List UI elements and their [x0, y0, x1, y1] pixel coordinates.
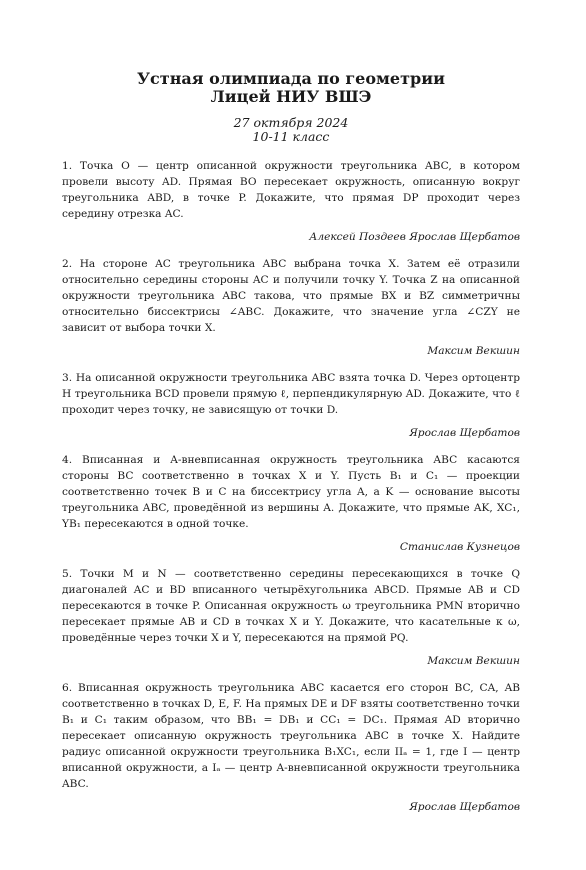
problem-2: 2. На стороне AC треугольника ABC выбрана точка X. Затем её отразили относительно середины стороны AC и получили точку Y. Точка Z на описанной окружности треугольника ABC такова, что прямые BX и BZ симметричны относительно биссектрисы ∠ABC. Докажите, что значение угла ∠CZY не зависит от выбора точки X. [62, 258, 520, 334]
problem-2-author: Максим Векшин [427, 345, 520, 357]
page-title [62, 70, 520, 106]
problem-6: 6. Вписанная окружность треугольника ABC касается его сторон BC, CA, AB соответственно в точках D, E, F. На прямых DE и DF взяты соответственно точки B₁ и C₁ таким образом, что BB₁ = DB₁ и CC₁ = DC₁. Прямая AD вторично пересекает описанную окружность треугольника ABC в точке X. Найдите радиус описанной окружности треугольника B₁XC₁, если IIₐ = 1, где I — центр вписанной окружности, а Iₐ — центр A-вневписанной окружности треугольника ABC. [62, 682, 520, 790]
problem-4: 4. Вписанная и A-вневписанная окружность треугольника ABC касаются стороны BC соответственно в точках X и Y. Пусть B₁ и C₁ — проекции соответственно точек B и C на биссектрису угла A, а K — основание высоты треугольника ABC, проведённой из вершины A. Докажите, что прямые AK, XC₁, YB₁ пересекаются в одной точке. [62, 454, 520, 530]
title-line-1: Устная олимпиада по геометрии [137, 69, 445, 88]
document-page [0, 70, 586, 870]
problem-6-author: Ярослав Щербатов [409, 801, 520, 813]
problem-3: 3. На описанной окружности треугольника ABC взята точка D. Через ортоцентр H треугольника BCD провели прямую ℓ, перпендикулярную AD. Докажите, что ℓ проходит через точку, не зависящую от точки D. [62, 372, 520, 416]
date: 27 октября 2024 [233, 115, 349, 130]
problem-5: 5. Точки M и N — соответственно середины пересекающихся в точке Q диагоналей AC и BD вписанного четырёхугольника ABCD. Прямые AB и CD пересекаются в точке P. Описанная окружность ω треугольника PMN вторично пересекает прямые AB и CD в точках X и Y. Докажите, что касательные к ω, проведённые через точки X и Y, пересекаются на прямой PQ. [62, 568, 520, 644]
problem-1-author: Алексей Поздеев Ярослав Щербатов [309, 231, 520, 243]
problem-3-author: Ярослав Щербатов [409, 427, 520, 439]
problem-1: 1. Точка O — центр описанной окружности треугольника ABC, в котором провели высоту AD. Прямая BO пересекает окружность, описанную вокруг треугольника ABD, в точке P. Докажите, что прямая DP проходит через середину отрезка AC. [62, 160, 520, 220]
grade: 10-11 класс [252, 129, 330, 144]
date-block [62, 116, 520, 144]
problem-list [62, 158, 520, 814]
title-line-2: Лицей НИУ ВШЭ [210, 87, 372, 106]
problem-4-author: Станислав Кузнецов [399, 541, 520, 553]
problem-5-author: Максим Векшин [427, 655, 520, 667]
